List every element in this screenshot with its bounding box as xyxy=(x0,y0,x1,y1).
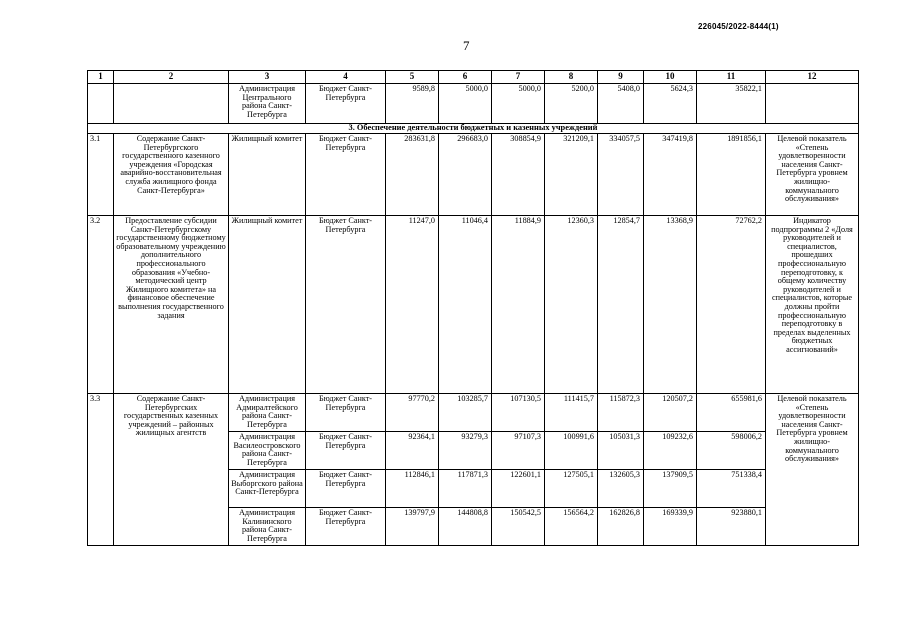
header-cell: 3 xyxy=(229,71,306,84)
value-cell: 347419,8 xyxy=(644,134,697,216)
value-cell: 5000,0 xyxy=(492,84,545,124)
value-cell: 137909,5 xyxy=(644,470,697,508)
header-cell: 7 xyxy=(492,71,545,84)
table-row xyxy=(88,134,859,216)
value-cell: 169339,9 xyxy=(644,508,697,546)
row-index: 3.2 xyxy=(88,216,114,394)
header-cell: 9 xyxy=(598,71,644,84)
value-cell: 296683,0 xyxy=(439,134,492,216)
value-cell: 1891856,1 xyxy=(697,134,766,216)
executor-cell: Администрация Адмиралтейского района Санкт-Петербурга xyxy=(229,394,306,432)
value-cell: 103285,7 xyxy=(439,394,492,432)
value-cell: 12360,3 xyxy=(545,216,598,394)
value-cell: 72762,2 xyxy=(697,216,766,394)
value-cell: 93279,3 xyxy=(439,432,492,470)
value-cell: 5200,0 xyxy=(545,84,598,124)
value-cell: 5624,3 xyxy=(644,84,697,124)
value-cell: 107130,5 xyxy=(492,394,545,432)
value-cell: 162826,8 xyxy=(598,508,644,546)
value-cell: 144808,8 xyxy=(439,508,492,546)
indicator-cell: Целевой показатель «Степень удовлетворенности населения Санкт-Петербурга уровнем жилищно-коммунального обслуживания» xyxy=(766,394,859,546)
activity-cell: Содержание Санкт-Петербургских государственных казенных учреждений – районных жилищных агентств xyxy=(114,394,229,546)
value-cell: 598006,2 xyxy=(697,432,766,470)
header-cell: 5 xyxy=(386,71,439,84)
source-cell: Бюджет Санкт-Петербурга xyxy=(306,134,386,216)
value-cell: 156564,2 xyxy=(545,508,598,546)
indicator-cell: Индикатор подпрограммы 2 «Доля руководителей и специалистов, прошедших профессиональную переподготовку, к общему количеству руководителей и специалистов, которые должны пройти профессиональную переподготовку в пределах выделенных бюджетных ассигнований» xyxy=(766,216,859,394)
value-cell: 11884,9 xyxy=(492,216,545,394)
source-cell: Бюджет Санкт-Петербурга xyxy=(306,394,386,432)
executor-cell: Администрация Калининского района Санкт-Петербурга xyxy=(229,508,306,546)
value-cell: 122601,1 xyxy=(492,470,545,508)
value-cell: 97107,3 xyxy=(492,432,545,470)
value-cell: 11046,4 xyxy=(439,216,492,394)
row-index: 3.3 xyxy=(88,394,114,546)
header-cell: 12 xyxy=(766,71,859,84)
value-cell: 115872,3 xyxy=(598,394,644,432)
section-title: 3. Обеспечение деятельности бюджетных и казенных учреждений xyxy=(88,124,859,134)
source-cell: Бюджет Санкт-Петербурга xyxy=(306,216,386,394)
value-cell: 150542,5 xyxy=(492,508,545,546)
table-row xyxy=(88,84,859,124)
value-cell: 321209,1 xyxy=(545,134,598,216)
table-row xyxy=(88,394,859,432)
value-cell: 120507,2 xyxy=(644,394,697,432)
value-cell: 12854,7 xyxy=(598,216,644,394)
source-cell: Бюджет Санкт-Петербурга xyxy=(306,432,386,470)
value-cell: 308854,9 xyxy=(492,134,545,216)
document-number: 226045/2022-8444(1) xyxy=(698,22,779,31)
value-cell: 11247,0 xyxy=(386,216,439,394)
value-cell: 923880,1 xyxy=(697,508,766,546)
value-cell: 334057,5 xyxy=(598,134,644,216)
page-number: 7 xyxy=(463,38,470,53)
value-cell: 655981,6 xyxy=(697,394,766,432)
header-cell: 2 xyxy=(114,71,229,84)
executor-cell: Администрация Центрального района Санкт-Петербурга xyxy=(229,84,306,124)
value-cell: 127505,1 xyxy=(545,470,598,508)
value-cell: 111415,7 xyxy=(545,394,598,432)
table-row xyxy=(88,216,859,394)
value-cell: 751338,4 xyxy=(697,470,766,508)
executor-cell: Администрация Выборгского района Санкт-Петербурга xyxy=(229,470,306,508)
indicator-cell: Целевой показатель «Степень удовлетворенности населения Санкт-Петербурга уровнем жилищно-коммунального обслуживания» xyxy=(766,134,859,216)
header-cell: 1 xyxy=(88,71,114,84)
source-cell: Бюджет Санкт-Петербурга xyxy=(306,508,386,546)
source-cell: Бюджет Санкт-Петербурга xyxy=(306,470,386,508)
executor-cell: Жилищный комитет xyxy=(229,216,306,394)
value-cell: 132605,3 xyxy=(598,470,644,508)
header-cell: 11 xyxy=(697,71,766,84)
section-row xyxy=(88,124,859,134)
header-cell: 10 xyxy=(644,71,697,84)
value-cell: 13368,9 xyxy=(644,216,697,394)
value-cell: 100991,6 xyxy=(545,432,598,470)
budget-table xyxy=(87,70,859,546)
value-cell: 283631,8 xyxy=(386,134,439,216)
executor-cell: Жилищный комитет xyxy=(229,134,306,216)
value-cell: 109232,6 xyxy=(644,432,697,470)
value-cell: 35822,1 xyxy=(697,84,766,124)
row-index: 3.1 xyxy=(88,134,114,216)
value-cell: 105031,3 xyxy=(598,432,644,470)
executor-cell: Администрация Василеостровского района Санкт-Петербурга xyxy=(229,432,306,470)
value-cell: 92364,1 xyxy=(386,432,439,470)
value-cell: 112846,1 xyxy=(386,470,439,508)
header-row xyxy=(88,71,859,84)
header-cell: 4 xyxy=(306,71,386,84)
header-cell: 8 xyxy=(545,71,598,84)
header-cell: 6 xyxy=(439,71,492,84)
value-cell: 5000,0 xyxy=(439,84,492,124)
activity-cell: Содержание Санкт-Петербургского государственного казенного учреждения «Городская аварийно-восстановительная служба жилищного фонда Санкт-Петербурга» xyxy=(114,134,229,216)
activity-cell: Предоставление субсидии Санкт-Петербургскому государственному бюджетному образовательному учреждению дополнительного профессионального образования «Учебно-методический центр Жилищного комитета» на финансовое обеспечение выполнения государственного задания xyxy=(114,216,229,394)
source-cell: Бюджет Санкт-Петербурга xyxy=(306,84,386,124)
value-cell: 5408,0 xyxy=(598,84,644,124)
value-cell: 9589,8 xyxy=(386,84,439,124)
value-cell: 117871,3 xyxy=(439,470,492,508)
value-cell: 139797,9 xyxy=(386,508,439,546)
value-cell: 97770,2 xyxy=(386,394,439,432)
